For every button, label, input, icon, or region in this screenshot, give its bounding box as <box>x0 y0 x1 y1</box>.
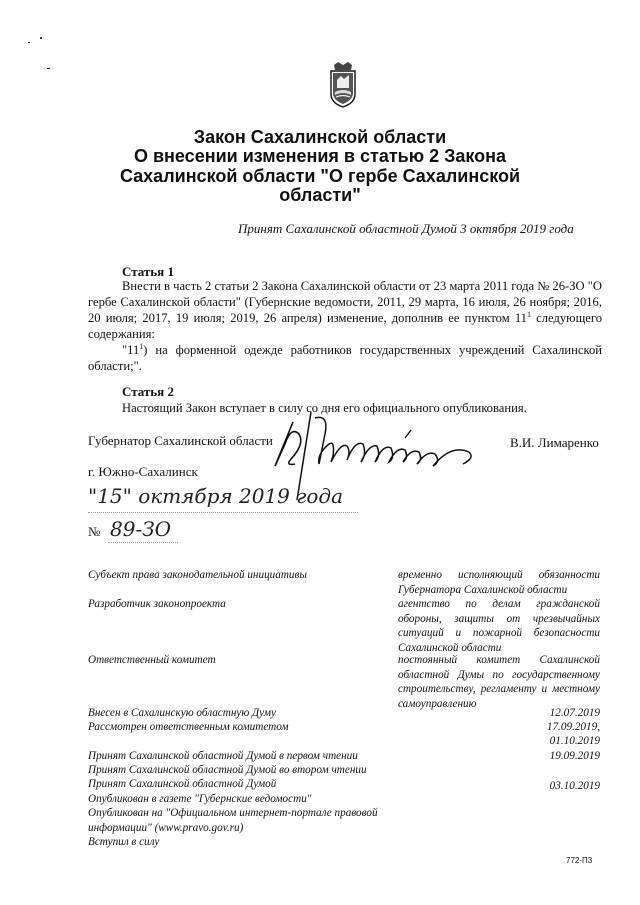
committee-label: Ответственный комитет <box>88 654 216 666</box>
adoption-note: Принят Сахалинской областной Думой 3 октября 2019 года <box>238 221 574 236</box>
history-row-4-date: 19.09.2019 <box>549 750 600 762</box>
article-1-text: Внести в часть 2 статьи 2 Закона Сахалинской области от 23 марта 2011 года № 26-ЗО "О гербе Сахалинской области" (Губернские ведомости, 2011, 29 марта, 16 июля, 26 ноября; 2016, 20 июля; 2017, 19 июля; 2019, 26 апреля) изменение, дополнив ее пунктом $11^1$ следующего содержания: <box>88 279 603 341</box>
governor-label: Губернатор Сахалинской области <box>88 433 273 448</box>
developer-label: Разработчик законопроекта <box>88 598 226 610</box>
history-row-7-label: Опубликован в газете "Губернские ведомости" <box>88 793 312 805</box>
law-title-line-3: Сахалинской области "О гербе Сахалинской <box>119 166 521 186</box>
document-code: 772-П3 <box>566 856 593 865</box>
history-row-6-date: 03.10.2019 <box>549 780 600 792</box>
governor-name: В.И. Лимаренко <box>510 435 599 450</box>
law-title-line-1: Закон Сахалинской области <box>193 127 447 147</box>
history-row-8-label: Опубликован на "Официальном интернет-портале правовой информации" (www.pravo.gov.ru) <box>88 807 378 834</box>
date-line <box>88 486 358 513</box>
article-2-heading: Статья 2 <box>122 384 174 399</box>
history-row-1-label: Внесен в Сахалинскую областную Думу <box>88 707 276 719</box>
history-row-3-date: 01.10.2019 <box>549 735 600 747</box>
developer-value: агентство по делам гражданской обороны, защиты от чрезвычайных ситуаций и пожарной безопасности Сахалинской области <box>398 598 600 654</box>
coat-of-arms-emblem <box>328 62 358 108</box>
history-row-4-label: Принят Сахалинской областной Думой в первом чтении <box>88 750 358 762</box>
law-title-line-4: области" <box>279 185 361 205</box>
history-row-5-label: Принят Сахалинской областной Думой во втором чтении <box>88 764 367 776</box>
history-row-9-label: Вступил в силу <box>88 836 160 848</box>
law-title-line-2: О внесении изменения в статью 2 Закона <box>133 146 507 166</box>
committee-value: постоянный комитет Сахалинской областной Думы по государственному строительству, регламенту и местному самоуправлению <box>398 654 600 710</box>
history-row-1-date: 12.07.2019 <box>549 707 600 719</box>
article-2-text: Настоящий Закон вступает в силу со дня его официального опубликования. <box>122 401 527 415</box>
handwritten-number: 89-ЗО <box>110 517 172 541</box>
city-label: г. Южно-Сахалинск <box>88 464 198 479</box>
initiative-subject-label: Субъект права законодательной инициативы <box>88 569 307 581</box>
history-row-2-date: 17.09.2019, <box>546 721 600 733</box>
number-line <box>108 518 178 543</box>
article-1-quote: "$11^1$) на форменной одежде работников государственных учреждений Сахалинской области;". <box>88 341 602 373</box>
article-1-heading: Статья 1 <box>122 264 174 279</box>
history-row-6-label: Принят Сахалинской областной Думой <box>88 778 277 790</box>
handwritten-date: "15" октября 2019 года <box>88 484 344 508</box>
history-row-2-label: Рассмотрен ответственным комитетом <box>88 721 289 733</box>
number-prefix: № <box>88 524 101 539</box>
initiative-subject-value: временно исполняющий обязанности Губернатора Сахалинской области <box>398 569 600 596</box>
